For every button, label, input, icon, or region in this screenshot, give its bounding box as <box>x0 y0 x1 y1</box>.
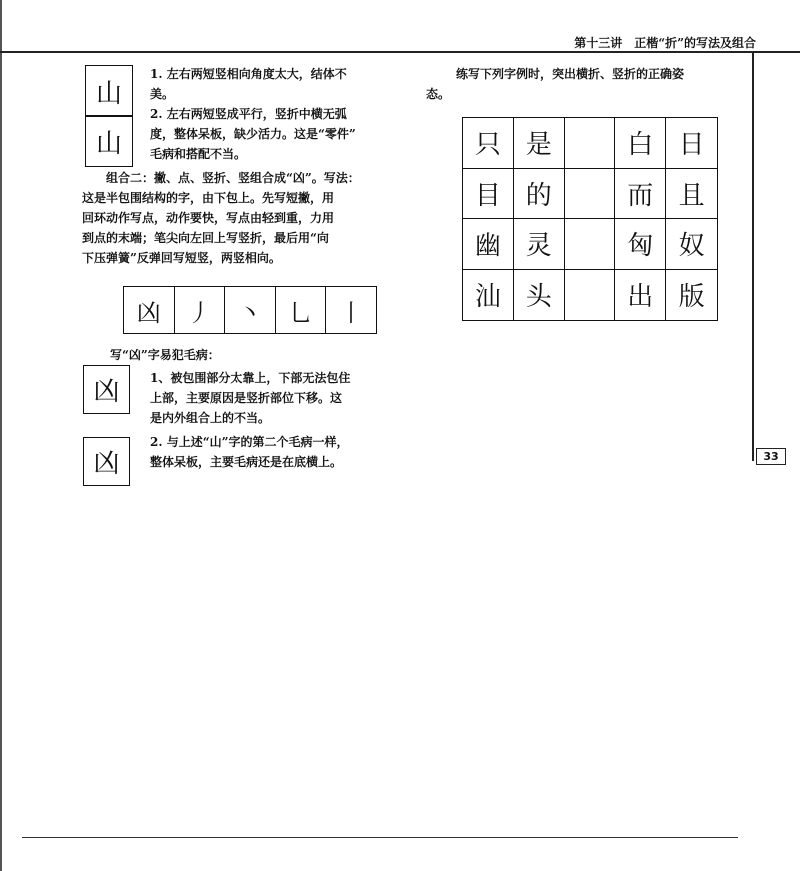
grid-cell: 版 <box>678 282 705 313</box>
grid-cell: 日 <box>666 118 717 169</box>
grid-cell <box>565 118 616 169</box>
xiong-heading: 写“凶”字易犯毛病： <box>110 348 220 362</box>
shan-faults <box>150 64 420 164</box>
instruction-line: 练写下列字例时，突出横折、竖折的正确姿 <box>456 67 685 81</box>
stroke-cell-shuzhe: 乚 <box>276 287 327 333</box>
paragraph-line: 这是半包围结构的字，由下包上。先写短撇，用 <box>82 191 335 205</box>
shan-fault-line: 度，整体呆板，缺少活力。这是“零件” <box>150 127 356 141</box>
practice-grid <box>462 117 718 321</box>
paragraph-line: 回环动作写点，动作要快，写点由轻到重，力用 <box>82 211 335 225</box>
paragraph-line: 到点的末端；笔尖向左回上写竖折，最后用“向 <box>82 231 329 245</box>
grid-cell: 白 <box>615 118 666 169</box>
running-header: 第十三讲 正楷“折”的写法及组合 <box>574 36 756 50</box>
grid-cell <box>565 219 616 270</box>
stroke-cell-dian: 丶 <box>225 287 276 333</box>
fault-line: 2. 与上述“山”字的第二个毛病一样， <box>150 435 349 449</box>
xiong-fault-2 <box>150 432 410 472</box>
fault-line: 1、被包围部分太靠上，下部无法包住 <box>150 371 351 385</box>
grid-cell <box>565 169 616 220</box>
grid-cell: 匈 <box>615 219 666 270</box>
grid-cell: 出 <box>615 270 666 321</box>
xiong-sample-2: 凶 <box>83 437 130 486</box>
fault-line: 上部，主要原因是竖折部位下移。这 <box>150 391 343 405</box>
instruction-line: 态。 <box>426 87 451 101</box>
grid-cell: 且 <box>666 169 717 220</box>
grid-cell: 汕 <box>463 270 514 321</box>
stroke-sequence <box>123 286 377 334</box>
page-left-edge <box>0 0 2 871</box>
grid-cell: 而 <box>615 169 666 220</box>
stroke-cell-pie: 丿 <box>175 287 226 333</box>
margin-rule <box>752 51 754 461</box>
xiong-fault-1 <box>150 368 410 428</box>
combination-paragraph <box>82 168 412 268</box>
grid-cell: 灵 <box>514 219 565 270</box>
shan-sample-2: 山 <box>95 128 122 159</box>
bottom-rule <box>22 837 738 838</box>
fault-line: 是内外组合上的不当。 <box>150 411 271 425</box>
grid-cell <box>565 270 616 321</box>
stroke-cell-full-char: 凶 <box>124 287 175 333</box>
shan-sample-column <box>85 65 133 167</box>
paragraph-line: 下压弹簧”反弹回写短竖，两竖相向。 <box>82 251 281 265</box>
shan-fault-line: 2. 左右两短竖成平行，竖折中横无弧 <box>150 107 347 121</box>
grid-cell: 是 <box>514 118 565 169</box>
shan-fault-line: 毛病和搭配不当。 <box>150 147 247 161</box>
header-rule <box>0 51 800 53</box>
grid-cell: 只 <box>463 118 514 169</box>
grid-cell: 幽 <box>463 219 514 270</box>
practice-instruction <box>426 64 750 104</box>
shan-fault-line: 美。 <box>150 87 175 101</box>
xiong-sample-1: 凶 <box>83 365 130 414</box>
page-number: 33 <box>756 448 786 465</box>
grid-cell: 的 <box>514 169 565 220</box>
paragraph-line: 组合二：撇、点、竖折、竖组合成“凶”。写法： <box>106 171 360 185</box>
grid-cell: 头 <box>514 270 565 321</box>
stroke-cell-shu: 丨 <box>339 298 364 327</box>
shan-fault-line: 1. 左右两短竖相向角度太大，结体不 <box>150 67 347 81</box>
grid-cell: 奴 <box>666 219 717 270</box>
grid-cell: 目 <box>463 169 514 220</box>
shan-sample-1: 山 <box>95 78 122 109</box>
fault-line: 整体呆板，主要毛病还是在底横上。 <box>150 455 343 469</box>
